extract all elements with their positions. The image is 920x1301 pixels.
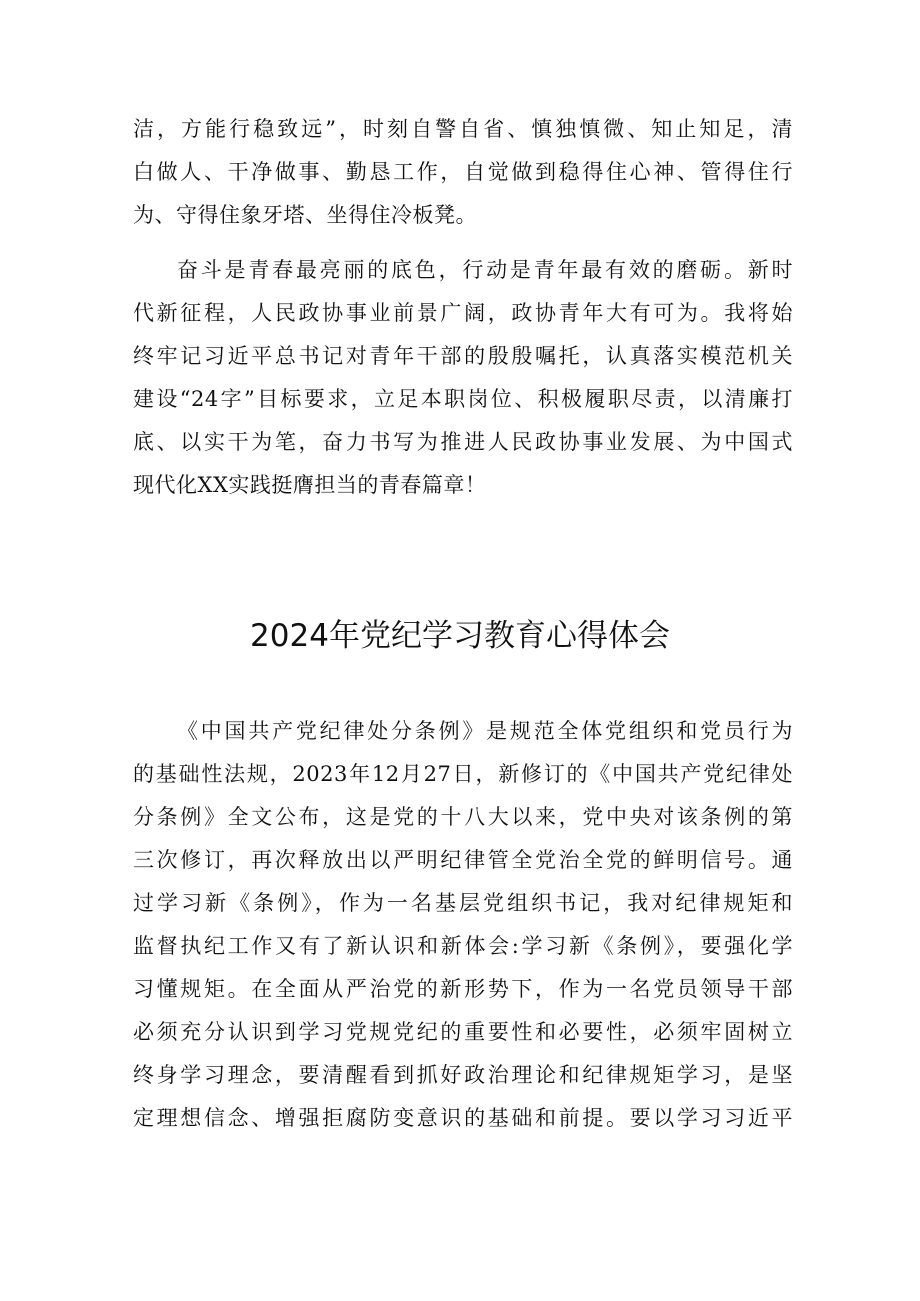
paragraph-1-line: 洁，方能行稳致远”，时刻自警自省、慎独慎微、知止知足，清 <box>133 117 793 141</box>
paragraph-3-line: 监督执纪工作又有了新认识和新体会:学习新《条例》，要强化学 <box>133 934 793 958</box>
paragraph-2-line: 终牢记习近平总书记对青年干部的殷殷嘱托，认真落实模范机关 <box>133 344 793 368</box>
paragraph-3-line: 习懂规矩。在全面从严治党的新形势下，作为一名党员领导干部 <box>133 977 793 1001</box>
paragraph-3-line: 过学习新《条例》，作为一名基层党组织书记，我对纪律规矩和 <box>133 891 793 915</box>
paragraph-2-line: 建设“24字”目标要求，立足本职岗位、积极履职尽责，以清廉打 <box>133 387 793 411</box>
paragraph-1-line: 白做人、干净做事、勤恳工作，自觉做到稳得住心神、管得住行 <box>133 160 793 184</box>
paragraph-3-line: 《中国共产党纪律处分条例》是规范全体党组织和党员行为 <box>177 719 793 743</box>
paragraph-1 <box>133 108 793 237</box>
paragraph-3-line: 三次修订，再次释放出以严明纪律管全党治全党的鲜明信号。通 <box>133 848 793 872</box>
paragraph-1-line: 为、守得住象牙塔、坐得住冷板凳。 <box>133 203 477 227</box>
paragraph-3-line: 必须充分认识到学习党规党纪的重要性和必要性，必须牢固树立 <box>133 1020 793 1044</box>
paragraph-3-line: 终身学习理念，要清醒看到抓好政治理论和纪律规矩学习，是坚 <box>133 1063 793 1087</box>
paragraph-2 <box>133 249 793 507</box>
paragraph-2-line: 代新征程，人民政协事业前景广阔，政协青年大有可为。我将始 <box>133 301 793 325</box>
paragraph-2-line: 底、以实干为笔，奋力书写为推进人民政协事业发展、为中国式 <box>133 430 793 454</box>
paragraph-3-line: 分条例》全文公布，这是党的十八大以来，党中央对该条例的第 <box>133 805 793 829</box>
paragraph-2-line: 奋斗是青春最亮丽的底色，行动是青年最有效的磨砺。新时 <box>177 258 793 282</box>
paragraph-3-line: 的基础性法规，2023年12月27日，新修订的《中国共产党纪律处 <box>133 762 793 786</box>
paragraph-2-line: 现代化XX实践挺膺担当的青春篇章！ <box>133 473 487 497</box>
section-title: 2024年党纪学习教育心得体会 <box>250 618 670 654</box>
paragraph-3-line: 定理想信念、增强拒腐防变意识的基础和前提。要以学习习近平 <box>133 1106 793 1130</box>
paragraph-3 <box>133 710 793 1140</box>
